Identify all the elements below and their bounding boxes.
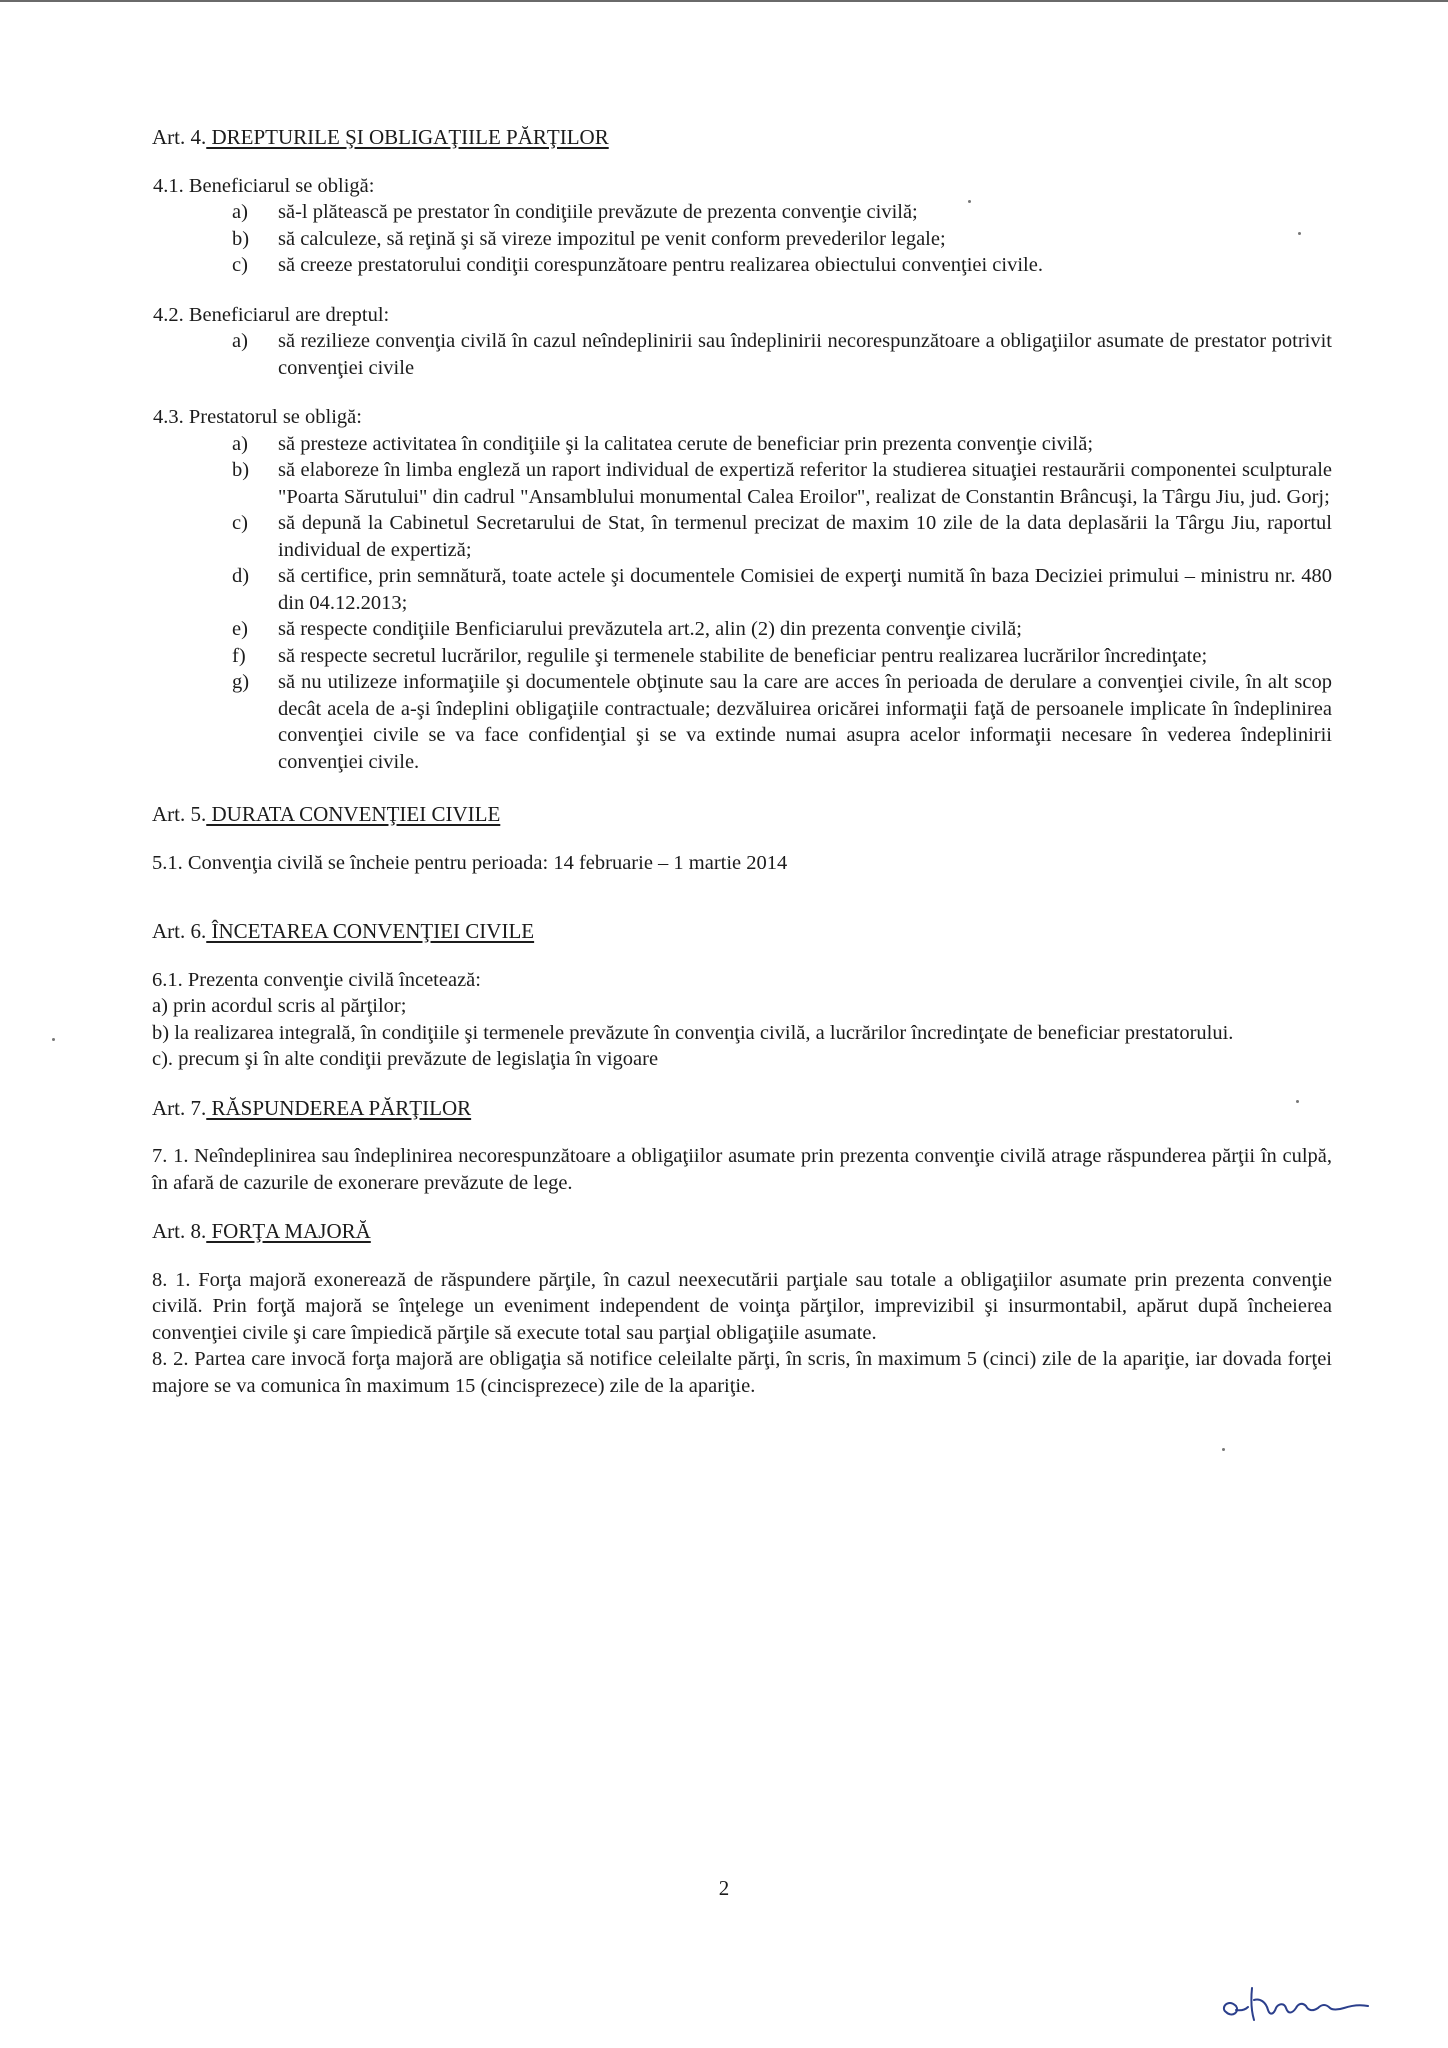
list-item-label: b) xyxy=(232,459,250,481)
list-item xyxy=(152,510,1332,563)
list-item-text: să elaboreze în limba engleză un raport individual de expertiză referitor la studierea situaţiei restaurării componentei sculpturale "Poarta Sărutului" din cadrul "Ansamblului monumental Calea Eroilor", realizat de Constantin Brâncuşi, la Târgu Jiu, jud. Gorj; xyxy=(278,459,1332,508)
article-6-heading xyxy=(152,918,1332,945)
scan-edge-line xyxy=(0,0,1448,2)
article-5-number: Art. 5. xyxy=(152,802,207,826)
section-6-1-title: 6.1. Prezenta convenţie civilă încetează: xyxy=(152,968,481,991)
section-8-2-text: 8. 2. Partea care invocă forţa majoră are obligaţia să notifice celeilalte părţi, în scris, în maximum 5 (cinci) zile de la apariţie, iar dovada forţei majore se va comunica în maximum 15 (cincisprezece) zile de la apariţie. xyxy=(152,1348,1332,1397)
list-item-label: a) xyxy=(232,201,248,223)
list-item-text: să respecte condiţiile Benficiarului prevăzutela art.2, alin (2) din prezenta convenţie civilă; xyxy=(278,618,1022,640)
article-4-number: Art. 4. xyxy=(152,125,207,149)
article-6-number: Art. 6. xyxy=(152,919,207,943)
scan-speck xyxy=(1298,232,1301,235)
list-item xyxy=(152,431,1332,458)
list-item-text: să respecte secretul lucrărilor, regulile şi termenele stabilite de beneficiar pentru realizarea lucrărilor încredinţate; xyxy=(278,644,1208,667)
section-6-1-line-c: c). precum şi în alte condiţii prevăzute de legislaţia în vigoare xyxy=(152,1048,659,1070)
section-5-1-text: 5.1. Convenţia civilă se încheie pentru perioada: 14 februarie – 1 martie 2014 xyxy=(152,851,788,874)
list-item-label: c) xyxy=(232,512,248,534)
list-item-label: a) xyxy=(232,330,248,352)
section-4-1-title: 4.1. Beneficiarul se obligă: xyxy=(153,174,375,197)
handwritten-signature-icon xyxy=(1218,1980,1398,2030)
list-item xyxy=(152,226,1332,253)
article-7-number: Art. 7. xyxy=(152,1095,207,1120)
article-6-title: ÎNCETAREA CONVENŢIEI CIVILE xyxy=(206,919,535,943)
list-item-text: să-l plătească pe prestator în condiţiile prevăzute de prezenta convenţie civilă; xyxy=(278,201,918,223)
list-item-label: g) xyxy=(232,671,250,693)
page-number: 2 xyxy=(718,1876,730,1900)
list-item-label: d) xyxy=(232,565,250,587)
list-item xyxy=(152,328,1332,381)
article-8-title: FORŢA MAJORĂ xyxy=(206,1219,371,1243)
list-item-label: f) xyxy=(232,644,246,667)
list-item-text: să rezilieze convenţia civilă în cazul neîndeplinirii sau îndeplinirii necorespunzătoare a obligaţiilor asumate de prestator potrivit convenţiei civile xyxy=(278,330,1332,379)
list-item-label: e) xyxy=(232,618,248,640)
section-4-1-list xyxy=(152,199,1332,279)
list-item-text: să depună la Cabinetul Secretarului de Stat, în termenul precizat de maxim 10 zile de la data deplasării la Târgu Jiu, raportul individual de expertiză; xyxy=(278,512,1332,561)
article-4-title: DREPTURILE ŞI OBLIGAŢIILE PĂRŢILOR xyxy=(206,125,609,149)
section-4-2-list xyxy=(152,328,1332,381)
scan-speck xyxy=(52,1038,55,1041)
list-item xyxy=(152,457,1332,510)
list-item xyxy=(152,669,1332,775)
list-item-label: a) xyxy=(232,432,248,455)
list-item xyxy=(152,199,1332,226)
list-item-text: să creeze prestatorului condiţii corespunzătoare pentru realizarea obiectului convenţiei civile. xyxy=(278,254,1043,276)
article-7-heading xyxy=(152,1095,1332,1122)
article-8-heading xyxy=(152,1218,1332,1245)
section-6-1-line-b: b) la realizarea integrală, în condiţiile şi termenele prevăzute în convenţia civilă, a lucrărilor încredinţate de beneficiar prestatorului. xyxy=(152,1021,1234,1044)
scan-speck xyxy=(1296,1100,1299,1103)
article-5-heading xyxy=(152,801,1332,828)
list-item-text: să nu utilizeze informaţiile şi documentele obţinute sau la care are acces în perioada de derulare a convenţiei civile, în alt scop decât acela de a-şi îndeplini obligaţiile contractuale; dezvăluirea oricărei informaţii faţă de persoanele implicate în îndeplinirea convenţiei civile se va face confidenţial şi se va extinde numai asupra acelor informaţii necesare în vederea îndeplinirii convenţiei civile. xyxy=(278,671,1332,773)
list-item-text: să presteze activitatea în condiţiile şi la calitatea cerute de beneficiar prin prezenta convenţie civilă; xyxy=(278,432,1094,455)
article-8-number: Art. 8. xyxy=(152,1219,207,1243)
section-6-1-line-a: a) prin acordul scris al părţilor; xyxy=(152,995,407,1017)
section-4-3-title: 4.3. Prestatorul se obligă: xyxy=(153,406,362,428)
list-item xyxy=(152,563,1332,616)
article-4-heading xyxy=(152,124,1332,151)
section-8-1-text: 8. 1. Forţa majoră exonerează de răspundere părţile, în cazul neexecutării parţiale sau totale a obligaţiilor asumate prin prezenta convenţie civilă. Prin forţă majoră se înţelege un eveniment independent de voinţa părţilor, imprevizibil şi insurmontabil, apărut după încheierea convenţiei civile şi care împiedică părţile să execute total sau parţial obligaţiile asumate. xyxy=(152,1268,1332,1344)
scan-speck xyxy=(968,200,971,203)
article-7-title: RĂSPUNDEREA PĂRŢILOR xyxy=(206,1095,472,1120)
list-item xyxy=(152,616,1332,643)
document-body xyxy=(152,124,1332,1399)
section-4-2-title: 4.2. Beneficiarul are dreptul: xyxy=(153,303,390,326)
list-item-text: să calculeze, să reţină şi să vireze impozitul pe venit conform prevederilor legale; xyxy=(278,227,946,250)
list-item xyxy=(152,643,1332,670)
section-7-1-text: 7. 1. Neîndeplinirea sau îndeplinirea necorespunzătoare a obligaţiilor asumate prin prezenta convenţie civilă atrage răspunderea părţii în culpă, în afară de cazurile de exonerare prevăzute de lege. xyxy=(152,1145,1332,1194)
article-5-title: DURATA CONVENŢIEI CIVILE xyxy=(206,802,501,826)
scan-speck xyxy=(1222,1448,1225,1451)
list-item-label: c) xyxy=(232,254,248,276)
list-item-label: b) xyxy=(232,227,250,250)
list-item-text: să certifice, prin semnătură, toate actele şi documentele Comisiei de experţi numită în baza Deciziei primului – ministru nr. 480 din 04.12.2013; xyxy=(278,565,1332,614)
list-item xyxy=(152,252,1332,279)
section-4-3-list xyxy=(152,431,1332,776)
